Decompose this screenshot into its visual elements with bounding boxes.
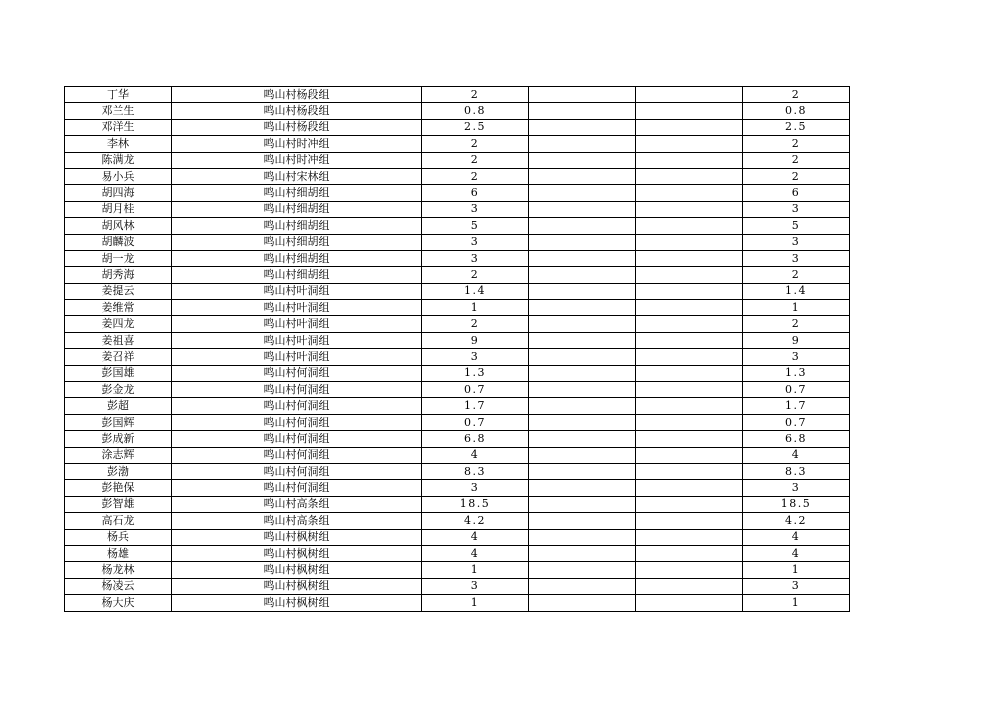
empty-cell — [636, 267, 743, 283]
location-cell: 鸣山村杨段组 — [172, 119, 422, 135]
location-cell: 鸣山村细胡组 — [172, 218, 422, 234]
table-row — [65, 595, 850, 611]
location-cell: 鸣山村何洞组 — [172, 382, 422, 398]
total-cell: 4 — [743, 529, 850, 545]
name-cell: 胡麟波 — [65, 234, 172, 250]
empty-cell — [636, 349, 743, 365]
total-cell: 3 — [743, 349, 850, 365]
amount-cell: 0.8 — [422, 103, 529, 119]
empty-cell — [636, 87, 743, 103]
total-cell: 2 — [743, 152, 850, 168]
empty-cell — [529, 480, 636, 496]
amount-cell: 2 — [422, 168, 529, 184]
location-cell: 鸣山村细胡组 — [172, 234, 422, 250]
table-row — [65, 513, 850, 529]
location-cell: 鸣山村细胡组 — [172, 250, 422, 266]
total-cell: 2 — [743, 136, 850, 152]
empty-cell — [636, 529, 743, 545]
amount-cell: 3 — [422, 201, 529, 217]
name-cell: 彭智雄 — [65, 496, 172, 512]
table-row — [65, 431, 850, 447]
empty-cell — [529, 513, 636, 529]
table-row — [65, 185, 850, 201]
name-cell: 胡四海 — [65, 185, 172, 201]
amount-cell: 5 — [422, 218, 529, 234]
table-row — [65, 300, 850, 316]
name-cell: 胡一龙 — [65, 250, 172, 266]
empty-cell — [636, 185, 743, 201]
empty-cell — [636, 300, 743, 316]
empty-cell — [529, 267, 636, 283]
name-cell: 涂志辉 — [65, 447, 172, 463]
empty-cell — [529, 332, 636, 348]
table-body — [65, 87, 850, 612]
location-cell: 鸣山村枫树组 — [172, 562, 422, 578]
amount-cell: 3 — [422, 349, 529, 365]
name-cell: 彭成新 — [65, 431, 172, 447]
empty-cell — [636, 201, 743, 217]
empty-cell — [636, 250, 743, 266]
amount-cell: 2 — [422, 267, 529, 283]
empty-cell — [636, 365, 743, 381]
name-cell: 杨兵 — [65, 529, 172, 545]
empty-cell — [529, 398, 636, 414]
amount-cell: 1 — [422, 595, 529, 611]
empty-cell — [636, 152, 743, 168]
amount-cell: 2.5 — [422, 119, 529, 135]
name-cell: 姜召祥 — [65, 349, 172, 365]
table-row — [65, 250, 850, 266]
total-cell: 1.7 — [743, 398, 850, 414]
table-row — [65, 283, 850, 299]
table-row — [65, 168, 850, 184]
amount-cell: 3 — [422, 480, 529, 496]
total-cell: 0.7 — [743, 414, 850, 430]
empty-cell — [529, 103, 636, 119]
location-cell: 鸣山村细胡组 — [172, 185, 422, 201]
empty-cell — [529, 119, 636, 135]
empty-cell — [636, 562, 743, 578]
location-cell: 鸣山村叶洞组 — [172, 283, 422, 299]
amount-cell: 1.7 — [422, 398, 529, 414]
name-cell: 杨雄 — [65, 545, 172, 561]
amount-cell: 1.4 — [422, 283, 529, 299]
amount-cell: 4 — [422, 447, 529, 463]
total-cell: 18.5 — [743, 496, 850, 512]
location-cell: 鸣山村何洞组 — [172, 365, 422, 381]
table-row — [65, 218, 850, 234]
amount-cell: 2 — [422, 87, 529, 103]
total-cell: 3 — [743, 480, 850, 496]
location-cell: 鸣山村杨段组 — [172, 87, 422, 103]
table-row — [65, 480, 850, 496]
empty-cell — [529, 545, 636, 561]
amount-cell: 8.3 — [422, 463, 529, 479]
empty-cell — [636, 513, 743, 529]
location-cell: 鸣山村高条组 — [172, 513, 422, 529]
table-row — [65, 447, 850, 463]
table-row — [65, 201, 850, 217]
empty-cell — [529, 316, 636, 332]
empty-cell — [529, 250, 636, 266]
name-cell: 彭金龙 — [65, 382, 172, 398]
name-cell: 姜祖喜 — [65, 332, 172, 348]
empty-cell — [529, 578, 636, 594]
table-row — [65, 398, 850, 414]
empty-cell — [529, 87, 636, 103]
empty-cell — [636, 332, 743, 348]
empty-cell — [636, 595, 743, 611]
empty-cell — [636, 480, 743, 496]
table-row — [65, 578, 850, 594]
table-row — [65, 234, 850, 250]
name-cell: 陈满龙 — [65, 152, 172, 168]
table-row — [65, 267, 850, 283]
empty-cell — [529, 168, 636, 184]
empty-cell — [529, 562, 636, 578]
location-cell: 鸣山村何洞组 — [172, 414, 422, 430]
total-cell: 6 — [743, 185, 850, 201]
table-row — [65, 496, 850, 512]
name-cell: 彭国雄 — [65, 365, 172, 381]
location-cell: 鸣山村宋林组 — [172, 168, 422, 184]
amount-cell: 0.7 — [422, 414, 529, 430]
amount-cell: 9 — [422, 332, 529, 348]
total-cell: 2 — [743, 316, 850, 332]
empty-cell — [529, 382, 636, 398]
location-cell: 鸣山村杨段组 — [172, 103, 422, 119]
empty-cell — [636, 283, 743, 299]
empty-cell — [529, 201, 636, 217]
name-cell: 彭超 — [65, 398, 172, 414]
name-cell: 彭艳保 — [65, 480, 172, 496]
total-cell: 4 — [743, 447, 850, 463]
total-cell: 9 — [743, 332, 850, 348]
location-cell: 鸣山村高条组 — [172, 496, 422, 512]
empty-cell — [636, 447, 743, 463]
total-cell: 3 — [743, 201, 850, 217]
empty-cell — [529, 185, 636, 201]
data-table — [64, 86, 850, 612]
empty-cell — [636, 168, 743, 184]
empty-cell — [529, 414, 636, 430]
name-cell: 彭渤 — [65, 463, 172, 479]
total-cell: 3 — [743, 578, 850, 594]
total-cell: 2 — [743, 267, 850, 283]
name-cell: 李林 — [65, 136, 172, 152]
empty-cell — [529, 136, 636, 152]
table-row — [65, 103, 850, 119]
amount-cell: 6 — [422, 185, 529, 201]
empty-cell — [529, 463, 636, 479]
empty-cell — [636, 545, 743, 561]
total-cell: 1.4 — [743, 283, 850, 299]
name-cell: 杨大庆 — [65, 595, 172, 611]
table-row — [65, 529, 850, 545]
amount-cell: 1 — [422, 300, 529, 316]
total-cell: 1 — [743, 300, 850, 316]
empty-cell — [529, 218, 636, 234]
total-cell: 1 — [743, 562, 850, 578]
empty-cell — [636, 463, 743, 479]
empty-cell — [529, 595, 636, 611]
name-cell: 胡秀海 — [65, 267, 172, 283]
empty-cell — [636, 382, 743, 398]
empty-cell — [636, 496, 743, 512]
location-cell: 鸣山村叶洞组 — [172, 349, 422, 365]
empty-cell — [636, 316, 743, 332]
total-cell: 5 — [743, 218, 850, 234]
total-cell: 8.3 — [743, 463, 850, 479]
location-cell: 鸣山村时冲组 — [172, 136, 422, 152]
table-row — [65, 332, 850, 348]
amount-cell: 3 — [422, 250, 529, 266]
name-cell: 丁华 — [65, 87, 172, 103]
table-row — [65, 119, 850, 135]
total-cell: 6.8 — [743, 431, 850, 447]
amount-cell: 6.8 — [422, 431, 529, 447]
location-cell: 鸣山村何洞组 — [172, 480, 422, 496]
empty-cell — [529, 529, 636, 545]
amount-cell: 0.7 — [422, 382, 529, 398]
amount-cell: 4.2 — [422, 513, 529, 529]
table-row — [65, 382, 850, 398]
total-cell: 4 — [743, 545, 850, 561]
empty-cell — [529, 283, 636, 299]
empty-cell — [529, 365, 636, 381]
table-row — [65, 349, 850, 365]
empty-cell — [636, 431, 743, 447]
location-cell: 鸣山村何洞组 — [172, 447, 422, 463]
empty-cell — [636, 103, 743, 119]
table-row — [65, 463, 850, 479]
total-cell: 1.3 — [743, 365, 850, 381]
table-row — [65, 136, 850, 152]
total-cell: 0.7 — [743, 382, 850, 398]
name-cell: 姜提云 — [65, 283, 172, 299]
table-row — [65, 365, 850, 381]
empty-cell — [636, 234, 743, 250]
location-cell: 鸣山村时冲组 — [172, 152, 422, 168]
empty-cell — [529, 496, 636, 512]
table-row — [65, 316, 850, 332]
location-cell: 鸣山村叶洞组 — [172, 316, 422, 332]
location-cell: 鸣山村何洞组 — [172, 431, 422, 447]
location-cell: 鸣山村细胡组 — [172, 201, 422, 217]
empty-cell — [636, 398, 743, 414]
empty-cell — [636, 136, 743, 152]
location-cell: 鸣山村枫树组 — [172, 595, 422, 611]
empty-cell — [636, 578, 743, 594]
location-cell: 鸣山村枫树组 — [172, 545, 422, 561]
total-cell: 3 — [743, 234, 850, 250]
location-cell: 鸣山村枫树组 — [172, 529, 422, 545]
name-cell: 杨凌云 — [65, 578, 172, 594]
location-cell: 鸣山村叶洞组 — [172, 332, 422, 348]
amount-cell: 2 — [422, 136, 529, 152]
location-cell: 鸣山村枫树组 — [172, 578, 422, 594]
name-cell: 高石龙 — [65, 513, 172, 529]
amount-cell: 4 — [422, 529, 529, 545]
table-row — [65, 87, 850, 103]
name-cell: 姜四龙 — [65, 316, 172, 332]
empty-cell — [636, 119, 743, 135]
location-cell: 鸣山村何洞组 — [172, 398, 422, 414]
empty-cell — [529, 349, 636, 365]
empty-cell — [529, 234, 636, 250]
location-cell: 鸣山村叶洞组 — [172, 300, 422, 316]
table-row — [65, 562, 850, 578]
name-cell: 胡月桂 — [65, 201, 172, 217]
total-cell: 3 — [743, 250, 850, 266]
name-cell: 杨龙林 — [65, 562, 172, 578]
amount-cell: 4 — [422, 545, 529, 561]
amount-cell: 1 — [422, 562, 529, 578]
empty-cell — [529, 431, 636, 447]
empty-cell — [529, 152, 636, 168]
name-cell: 姜维常 — [65, 300, 172, 316]
total-cell: 2 — [743, 87, 850, 103]
total-cell: 0.8 — [743, 103, 850, 119]
empty-cell — [636, 218, 743, 234]
amount-cell: 18.5 — [422, 496, 529, 512]
name-cell: 易小兵 — [65, 168, 172, 184]
name-cell: 邓兰生 — [65, 103, 172, 119]
location-cell: 鸣山村何洞组 — [172, 463, 422, 479]
amount-cell: 2 — [422, 152, 529, 168]
amount-cell: 1.3 — [422, 365, 529, 381]
amount-cell: 3 — [422, 578, 529, 594]
name-cell: 胡风林 — [65, 218, 172, 234]
empty-cell — [636, 414, 743, 430]
location-cell: 鸣山村细胡组 — [172, 267, 422, 283]
empty-cell — [529, 447, 636, 463]
table-row — [65, 152, 850, 168]
table-row — [65, 414, 850, 430]
amount-cell: 2 — [422, 316, 529, 332]
total-cell: 4.2 — [743, 513, 850, 529]
table-row — [65, 545, 850, 561]
name-cell: 彭国辉 — [65, 414, 172, 430]
empty-cell — [529, 300, 636, 316]
total-cell: 2.5 — [743, 119, 850, 135]
total-cell: 1 — [743, 595, 850, 611]
name-cell: 邓洋生 — [65, 119, 172, 135]
amount-cell: 3 — [422, 234, 529, 250]
total-cell: 2 — [743, 168, 850, 184]
